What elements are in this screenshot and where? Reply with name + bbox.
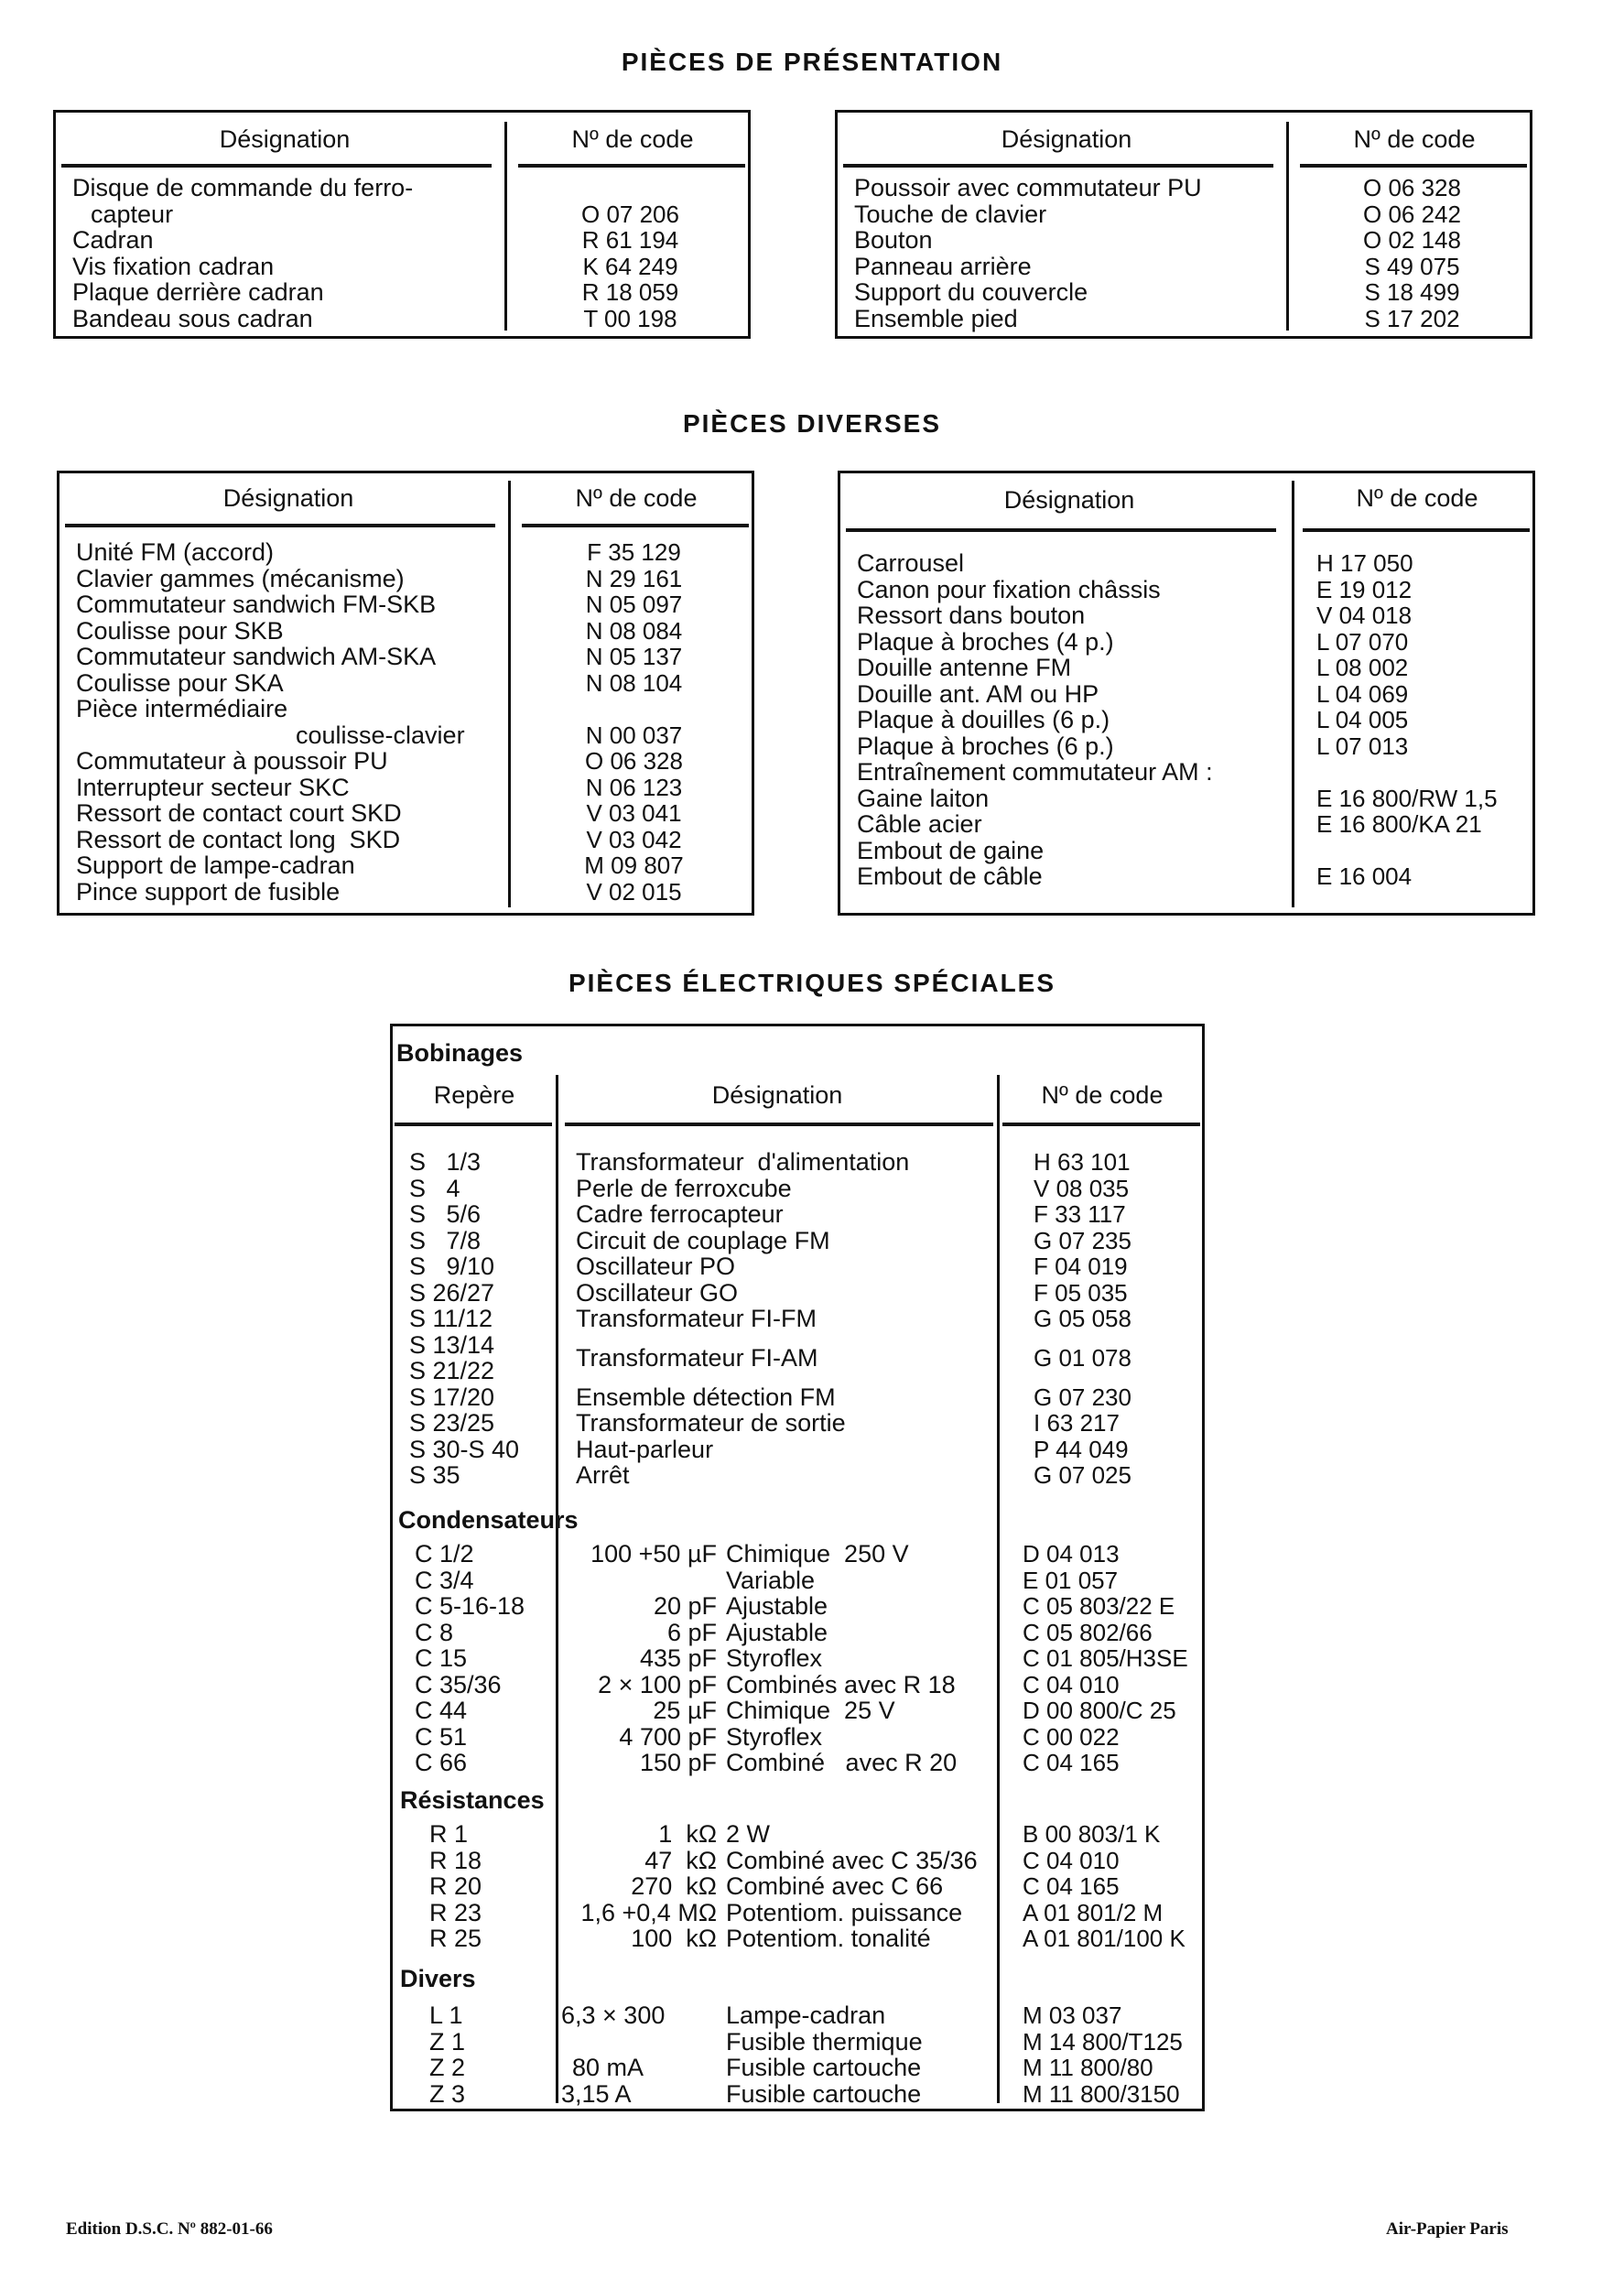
bobinages-designation-column (576, 1149, 992, 1489)
header-code: Nº de code (1041, 1081, 1164, 1109)
code-cell: O 06 328 (585, 747, 683, 775)
value-cell (561, 2029, 717, 2056)
repere-cell: R 23 (429, 1898, 482, 1926)
header-rule (65, 524, 495, 527)
repere-cell: S 26/27 (409, 1278, 495, 1307)
value-cell: 20 pF (653, 1592, 717, 1620)
repere-cell: S 30-S 40 (409, 1435, 520, 1463)
designation-cell: Haut-parleur (576, 1435, 714, 1463)
value-cell: 270 kΩ (631, 1872, 717, 1900)
table-row: Entraînement commutateur AM : (857, 758, 1213, 786)
repere-cell: S 7/8 (409, 1226, 482, 1254)
code-cell: C 05 802/66 (1023, 1618, 1153, 1646)
header-rule (565, 1123, 993, 1126)
header-designation: Désignation (711, 1081, 843, 1109)
designation-cell: Potentiom. tonalité (726, 1925, 931, 1952)
repere-cell: S 13/14 (409, 1330, 495, 1359)
table-row: Touche de clavier (854, 200, 1047, 228)
code-cell: S 18 499 (1364, 278, 1460, 306)
column-divider-code (997, 1075, 1000, 2103)
table-row: Plaque à broches (4 p.) (857, 627, 1114, 656)
code-cell: L 04 069 (1316, 679, 1409, 708)
designation-cell: Variable (726, 1566, 816, 1594)
group-label-condensateurs: Condensateurs (398, 1506, 579, 1534)
diverses-right-table (838, 471, 1535, 916)
header-code: Nº de code (575, 484, 698, 512)
code-cell: P 44 049 (1034, 1435, 1129, 1463)
table-row: Ressort dans bouton (857, 602, 1086, 629)
column-divider (504, 122, 507, 331)
value-cell: 100 kΩ (631, 1925, 717, 1952)
value-cell: 6,3 × 300 (561, 2002, 666, 2029)
code-cell: A 01 801/2 M (1023, 1898, 1164, 1926)
repere-cell: S 21/22 (409, 1357, 495, 1384)
designation-column (854, 175, 1284, 331)
repere-cell: S 35 (409, 1461, 460, 1489)
designation-cell: Fusible thermique (726, 2027, 923, 2056)
repere-cell: R 1 (429, 1820, 469, 1848)
value-cell: 1 kΩ (658, 1820, 717, 1848)
designation-cell: Transformateur FI-AM (576, 1343, 818, 1372)
designation-cell: 2 W (726, 1820, 771, 1848)
code-cell: A 01 801/100 K (1023, 1925, 1186, 1952)
value-cell: 100 +50 µF (590, 1540, 717, 1568)
repere-cell: S 17/20 (409, 1383, 495, 1411)
repere-cell: S 23/25 (409, 1409, 495, 1437)
code-cell: N 05 097 (585, 591, 683, 618)
value-cell: 80 mA (572, 2054, 644, 2081)
header-code: Nº de code (1353, 125, 1476, 153)
table-row: coulisse-clavier (296, 721, 465, 749)
value-cell: 2 × 100 pF (598, 1670, 717, 1698)
resistances-value-column (561, 1821, 717, 1952)
code-cell: N 06 123 (585, 773, 683, 801)
repere-cell: C 51 (415, 1722, 468, 1751)
table-row: Clavier gammes (mécanisme) (76, 564, 405, 592)
designation-column (72, 175, 503, 331)
table-row: Support du couvercle (854, 278, 1088, 306)
code-cell: M 09 807 (584, 852, 684, 879)
designation-cell: Combiné avec R 20 (726, 1749, 958, 1776)
designation-cell: Transformateur FI-FM (576, 1305, 817, 1332)
table-row: Interrupteur secteur SKC (76, 773, 350, 801)
code-cell: V 03 042 (586, 825, 682, 853)
table-row: Disque de commande du ferro- (72, 174, 414, 201)
designation-cell: Ensemble détection FM (576, 1383, 836, 1411)
designation-column (857, 550, 1287, 890)
table-row: Coulisse pour SKB (76, 616, 284, 645)
table-row: capteur (91, 200, 174, 228)
table-row: Unité FM (accord) (76, 538, 275, 566)
code-cell: F 33 117 (1034, 1200, 1126, 1228)
table-row: Gaine laiton (857, 784, 990, 812)
table-row: Vis fixation cadran (72, 252, 275, 280)
code-cell: M 11 800/3150 (1023, 2079, 1180, 2108)
code-cell: N 05 137 (585, 643, 683, 670)
header-rule (1300, 164, 1527, 168)
designation-cell: Transformateur de sortie (576, 1409, 846, 1437)
code-cell (1034, 1332, 1203, 1345)
table-row: Commutateur sandwich FM-SKB (76, 591, 437, 618)
table-row: Plaque derrière cadran (72, 278, 324, 306)
value-cell: 150 pF (639, 1749, 717, 1776)
code-cell: C 01 805/H3SE (1023, 1644, 1188, 1672)
designation-cell: Ajustable (726, 1592, 828, 1620)
code-cell: E 16 004 (1316, 862, 1413, 890)
value-cell: 1,6 +0,4 MΩ (580, 1898, 717, 1926)
code-cell: F 35 129 (587, 538, 681, 566)
code-cell: C 04 165 (1023, 1749, 1120, 1776)
resistances-code-column (1023, 1821, 1206, 1952)
header-rule (61, 164, 492, 168)
table-row: Douille antenne FM (857, 654, 1072, 681)
code-cell: G 07 230 (1034, 1383, 1131, 1411)
code-cell: G 01 078 (1034, 1343, 1131, 1372)
code-cell: T 00 198 (583, 304, 677, 332)
diverses-left-table (57, 471, 754, 916)
code-cell: H 63 101 (1034, 1148, 1131, 1176)
column-divider (508, 481, 511, 907)
designation-cell: Fusible cartouche (726, 2054, 922, 2081)
table-row: Panneau arrière (854, 252, 1032, 280)
code-cell: C 00 022 (1023, 1722, 1120, 1751)
designation-cell: Combinés avec R 18 (726, 1670, 956, 1698)
code-cell: S 49 075 (1364, 252, 1460, 280)
repere-cell: S 11/12 (409, 1305, 493, 1332)
divers-repere-column (429, 2002, 548, 2107)
electriques-table (390, 1024, 1205, 2111)
designation-cell: Arrêt (576, 1461, 630, 1489)
code-cell: M 03 037 (1023, 2002, 1122, 2029)
code-cell: L 08 002 (1316, 654, 1409, 681)
code-cell: G 05 058 (1034, 1305, 1131, 1332)
code-cell: V 08 035 (1034, 1174, 1130, 1202)
repere-cell: L 1 (429, 2002, 463, 2029)
table-row: Douille ant. AM ou HP (857, 679, 1099, 708)
bobinages-repere-column (409, 1149, 556, 1489)
code-cell: L 07 070 (1316, 627, 1409, 656)
designation-cell (576, 1332, 992, 1345)
code-cell: I 63 217 (1034, 1409, 1120, 1437)
header-designation: Désignation (1001, 125, 1132, 153)
table-row: Pince support de fusible (76, 877, 341, 906)
header-rule (522, 524, 749, 527)
presentation-left-table (53, 110, 751, 339)
code-cell: C 04 010 (1023, 1670, 1120, 1698)
designation-cell: Potentiom. puissance (726, 1898, 963, 1926)
column-divider (1292, 481, 1294, 907)
value-cell (561, 1568, 717, 1594)
header-repere: Repère (433, 1081, 515, 1109)
value-cell: 25 µF (653, 1697, 717, 1724)
designation-cell: Circuit de couplage FM (576, 1226, 830, 1254)
table-row: Carrousel (857, 549, 965, 577)
code-cell: L 07 013 (1316, 732, 1409, 760)
code-cell: V 03 041 (586, 799, 682, 827)
code-cell: C 04 010 (1023, 1846, 1120, 1874)
code-cell: M 14 800/T125 (1023, 2027, 1183, 2056)
section-title-electriques: PIÈCES ÉLECTRIQUES SPÉCIALES (568, 969, 1056, 997)
bobinages-code-column (1034, 1149, 1203, 1489)
designation-cell: Lampe-cadran (726, 2002, 886, 2029)
code-cell: G 07 025 (1034, 1461, 1131, 1489)
value-cell: 4 700 pF (619, 1722, 717, 1751)
divers-designation-column (726, 2002, 995, 2107)
designation-cell: Combiné avec C 66 (726, 1872, 944, 1900)
table-row: Canon pour fixation châssis (857, 575, 1161, 603)
repere-cell: C 5-16-18 (415, 1592, 525, 1620)
code-cell: V 04 018 (1316, 602, 1413, 629)
code-cell: D 00 800/C 25 (1023, 1697, 1176, 1724)
table-row: Ressort de contact court SKD (76, 799, 402, 827)
repere-cell: R 25 (429, 1925, 482, 1952)
designation-cell: Chimique 25 V (726, 1697, 895, 1724)
value-cell: 6 pF (666, 1618, 717, 1646)
code-cell: S 17 202 (1364, 304, 1460, 332)
table-row: Ensemble pied (854, 304, 1018, 332)
group-label-resistances: Résistances (400, 1786, 545, 1814)
designation-cell: Ajustable (726, 1618, 828, 1646)
code-cell: O 07 206 (581, 200, 679, 228)
code-cell: F 04 019 (1034, 1253, 1128, 1280)
repere-cell: C 3/4 (415, 1566, 474, 1594)
repere-cell: C 35/36 (415, 1670, 502, 1698)
code-cell: E 16 800/RW 1,5 (1316, 784, 1498, 812)
repere-cell: Z 1 (429, 2027, 466, 2056)
repere-cell: Z 3 (429, 2079, 466, 2108)
code-cell: N 29 161 (585, 564, 683, 592)
designation-cell: Fusible cartouche (726, 2079, 922, 2108)
table-row: Plaque à douilles (6 p.) (857, 706, 1110, 733)
code-column (1295, 175, 1529, 331)
repere-cell: C 66 (415, 1749, 468, 1776)
code-column (1316, 550, 1536, 890)
code-column (514, 175, 747, 331)
header-rule (1303, 528, 1530, 532)
header-rule (395, 1123, 552, 1126)
code-cell: V 02 015 (586, 877, 682, 906)
code-cell (517, 696, 751, 722)
repere-cell: C 44 (415, 1697, 468, 1724)
code-cell: O 06 328 (1363, 174, 1461, 201)
code-column (517, 539, 751, 905)
header-designation: Désignation (1003, 486, 1135, 514)
header-rule (843, 164, 1273, 168)
code-cell (1316, 838, 1536, 864)
code-cell: F 05 035 (1034, 1278, 1128, 1307)
code-cell: H 17 050 (1316, 549, 1413, 577)
code-cell: E 16 800/KA 21 (1316, 810, 1482, 838)
presentation-right-table (835, 110, 1532, 339)
code-cell (514, 175, 747, 201)
designation-cell: Combiné avec C 35/36 (726, 1846, 978, 1874)
value-cell: 3,15 A (561, 2079, 632, 2108)
column-divider (1286, 122, 1289, 331)
table-row: Embout de gaine (857, 836, 1045, 864)
repere-cell: S 4 (409, 1174, 460, 1202)
code-cell: N 00 037 (585, 721, 683, 749)
table-row: Coulisse pour SKA (76, 668, 284, 697)
code-cell: K 64 249 (582, 252, 678, 280)
table-row: Commutateur sandwich AM-SKA (76, 643, 437, 670)
value-cell: 435 pF (639, 1644, 717, 1672)
designation-cell: Transformateur d'alimentation (576, 1148, 910, 1176)
header-rule (846, 528, 1276, 532)
code-cell: N 08 104 (585, 668, 683, 697)
column-divider-repere (556, 1075, 558, 2103)
code-cell: M 11 800/80 (1023, 2054, 1153, 2081)
code-cell: L 04 005 (1316, 706, 1409, 733)
table-row: Commutateur à poussoir PU (76, 747, 388, 775)
repere-cell: R 18 (429, 1846, 482, 1874)
repere-cell: S 5/6 (409, 1200, 482, 1228)
code-cell: B 00 803/1 K (1023, 1820, 1161, 1848)
repere-cell: C 15 (415, 1644, 468, 1672)
code-cell: N 08 084 (585, 616, 683, 645)
designation-cell: Cadre ferrocapteur (576, 1200, 784, 1228)
code-cell: R 18 059 (581, 278, 679, 306)
code-cell: G 07 235 (1034, 1226, 1131, 1254)
header-code: Nº de code (571, 125, 694, 153)
code-cell: C 05 803/22 E (1023, 1592, 1175, 1620)
header-rule (1002, 1123, 1200, 1126)
designation-cell: Styroflex (726, 1722, 823, 1751)
table-row: Support de lampe-cadran (76, 852, 355, 879)
condensateurs-code-column (1023, 1541, 1206, 1776)
table-row: Plaque à broches (6 p.) (857, 732, 1114, 760)
designation-cell: Oscillateur GO (576, 1278, 739, 1307)
table-row: Câble acier (857, 810, 982, 838)
edition-note: Edition D.S.C. Nº 882-01-66 (66, 2219, 273, 2239)
designation-column (76, 539, 506, 905)
table-row: Cadran (72, 226, 154, 254)
designation-cell: Perle de ferroxcube (576, 1174, 792, 1202)
designation-cell: Styroflex (726, 1644, 823, 1672)
code-cell: O 02 148 (1363, 226, 1461, 254)
condensateurs-repere-column (415, 1541, 552, 1776)
designation-cell: Chimique 250 V (726, 1540, 909, 1568)
table-row: Ressort de contact long SKD (76, 825, 401, 853)
repere-cell: C 1/2 (415, 1540, 474, 1568)
divers-code-column (1023, 2002, 1206, 2107)
group-label-divers: Divers (400, 1965, 476, 1992)
code-cell: D 04 013 (1023, 1540, 1120, 1568)
table-row: Embout de câble (857, 862, 1043, 890)
repere-cell: R 20 (429, 1872, 482, 1900)
section-title-diverses: PIÈCES DIVERSES (682, 409, 942, 438)
code-cell: E 01 057 (1023, 1566, 1119, 1594)
header-designation: Désignation (222, 484, 354, 512)
group-label-bobinages: Bobinages (396, 1039, 524, 1067)
repere-cell: Z 2 (429, 2054, 466, 2081)
repere-cell: C 8 (415, 1618, 454, 1646)
code-cell: O 06 242 (1363, 200, 1461, 228)
resistances-repere-column (429, 1821, 548, 1952)
code-cell: E 19 012 (1316, 575, 1413, 603)
table-row: Poussoir avec commutateur PU (854, 174, 1202, 201)
designation-cell: Oscillateur PO (576, 1253, 736, 1280)
header-designation: Désignation (219, 125, 351, 153)
table-row: Bouton (854, 226, 933, 254)
divers-value-column (561, 2002, 717, 2107)
condensateurs-value-column (561, 1541, 717, 1776)
code-cell: C 04 165 (1023, 1872, 1120, 1900)
table-row: Pièce intermédiaire (76, 695, 288, 722)
value-cell: 47 kΩ (644, 1846, 717, 1874)
header-code: Nº de code (1356, 484, 1478, 512)
repere-cell: S 9/10 (409, 1253, 495, 1280)
code-cell (1316, 759, 1536, 786)
code-cell: R 61 194 (581, 226, 679, 254)
table-row: Bandeau sous cadran (72, 304, 313, 332)
condensateurs-designation-column (726, 1541, 995, 1776)
resistances-designation-column (726, 1821, 995, 1952)
printer-credit: Air-Papier Paris (1386, 2219, 1509, 2239)
section-title-presentation: PIÈCES DE PRÉSENTATION (621, 48, 1003, 76)
repere-cell: S 1/3 (409, 1148, 482, 1176)
header-rule (518, 164, 745, 168)
